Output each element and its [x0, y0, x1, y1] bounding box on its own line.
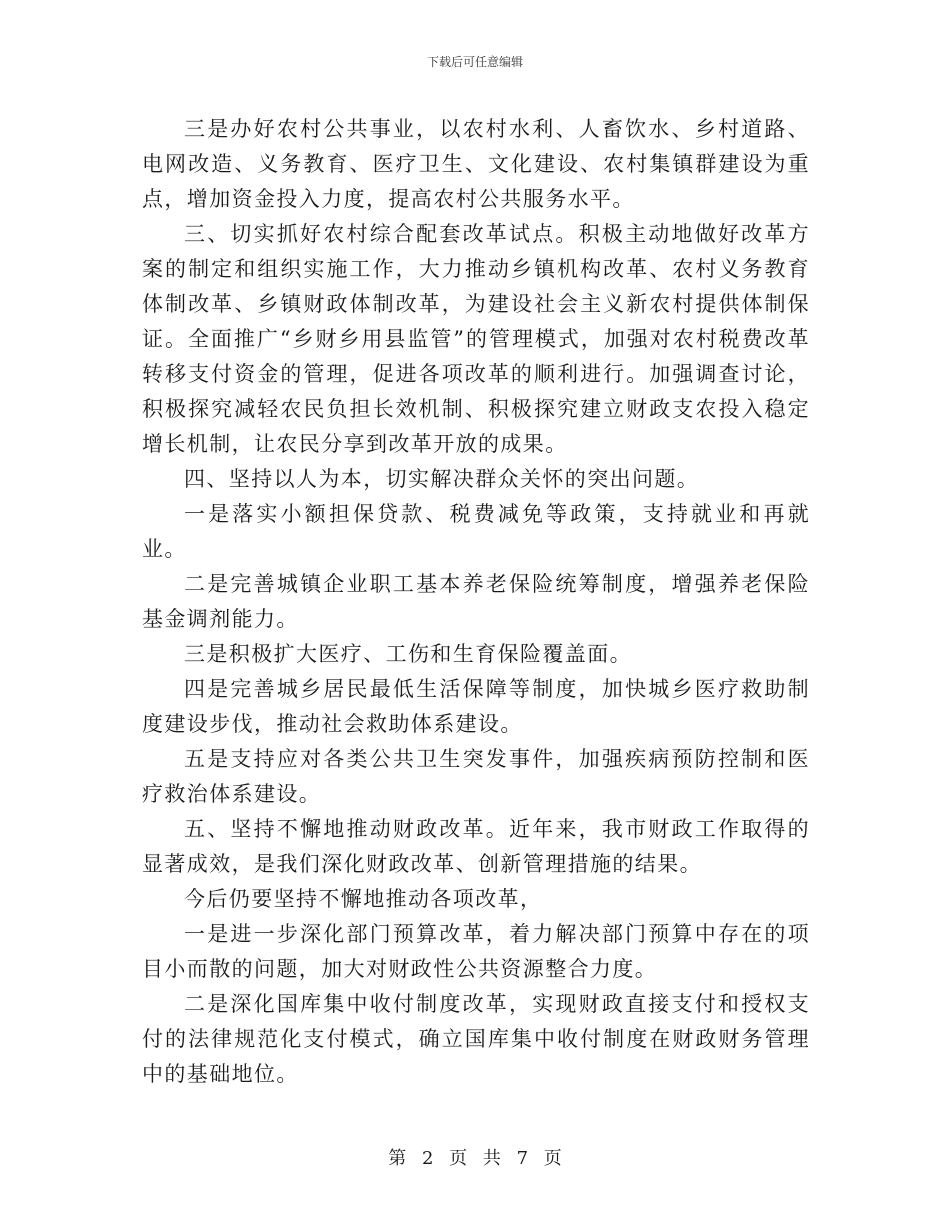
page-header-note: 下载后可任意编辑	[426, 55, 523, 69]
footer-prefix: 第	[388, 1148, 407, 1169]
paragraph-6: 三是积极扩大医疗、工伤和生育保险覆盖面。	[184, 642, 632, 666]
footer-current-page: 2	[421, 1148, 434, 1169]
paragraph-11: 一是进一步深化部门预算改革，着力解决部门预算中存在的项目小而散的问题，加大对财政性公共资源整合力度。	[142, 922, 810, 981]
paragraph-4: 一是落实小额担保贷款、税费减免等政策，支持就业和再就业。	[142, 502, 810, 561]
paragraph-8: 五是支持应对各类公共卫生突发事件，加强疾病预防控制和医疗救治体系建设。	[142, 747, 810, 806]
paragraph-3: 四、坚持以人为本，切实解决群众关怀的突出问题。	[184, 467, 700, 491]
document-body	[142, 112, 810, 1092]
paragraph-2: 三、切实抓好农村综合配套改革试点。积极主动地做好改革方案的制定和组织实施工作，大力推动乡镇机构改革、农村义务教育体制改革、乡镇财政体制改革，为建设社会主义新农村提供体制保证。全面推广“乡财乡用县监管”的管理模式，加强对农村税费改革转移支付资金的管理，促进各项改革的顺利进行。加强调查讨论，积极探究减轻农民负担长效机制、积极探究建立财政支农投入稳定增长机制，让农民分享到改革开放的成果。	[142, 222, 810, 456]
paragraph-5: 二是完善城镇企业职工基本养老保险统筹制度，增强养老保险基金调剂能力。	[142, 572, 810, 631]
paragraph-10: 今后仍要坚持不懈地推动各项改革，	[184, 887, 543, 911]
paragraph-1: 三是办好农村公共事业，以农村水利、人畜饮水、乡村道路、电网改造、义务教育、医疗卫生、文化建设、农村集镇群建设为重点，增加资金投入力度，提高农村公共服务水平。	[142, 117, 810, 211]
paragraph-9: 五、坚持不懈地推动财政改革。近年来，我市财政工作取得的显著成效，是我们深化财政改革、创新管理措施的结果。	[142, 817, 810, 876]
footer-middle: 页	[449, 1148, 468, 1169]
paragraph-7: 四是完善城乡居民最低生活保障等制度，加快城乡医疗救助制度建设步伐，推动社会救助体系建设。	[142, 677, 810, 736]
paragraph-12: 二是深化国库集中收付制度改革，实现财政直接支付和授权支付的法律规范化支付模式，确立国库集中收付制度在财政财务管理中的基础地位。	[142, 992, 810, 1086]
footer-suffix: 页	[543, 1148, 562, 1169]
footer-of: 共	[482, 1148, 501, 1169]
footer-total-pages: 7	[516, 1148, 529, 1169]
page-number-footer	[0, 1147, 950, 1171]
